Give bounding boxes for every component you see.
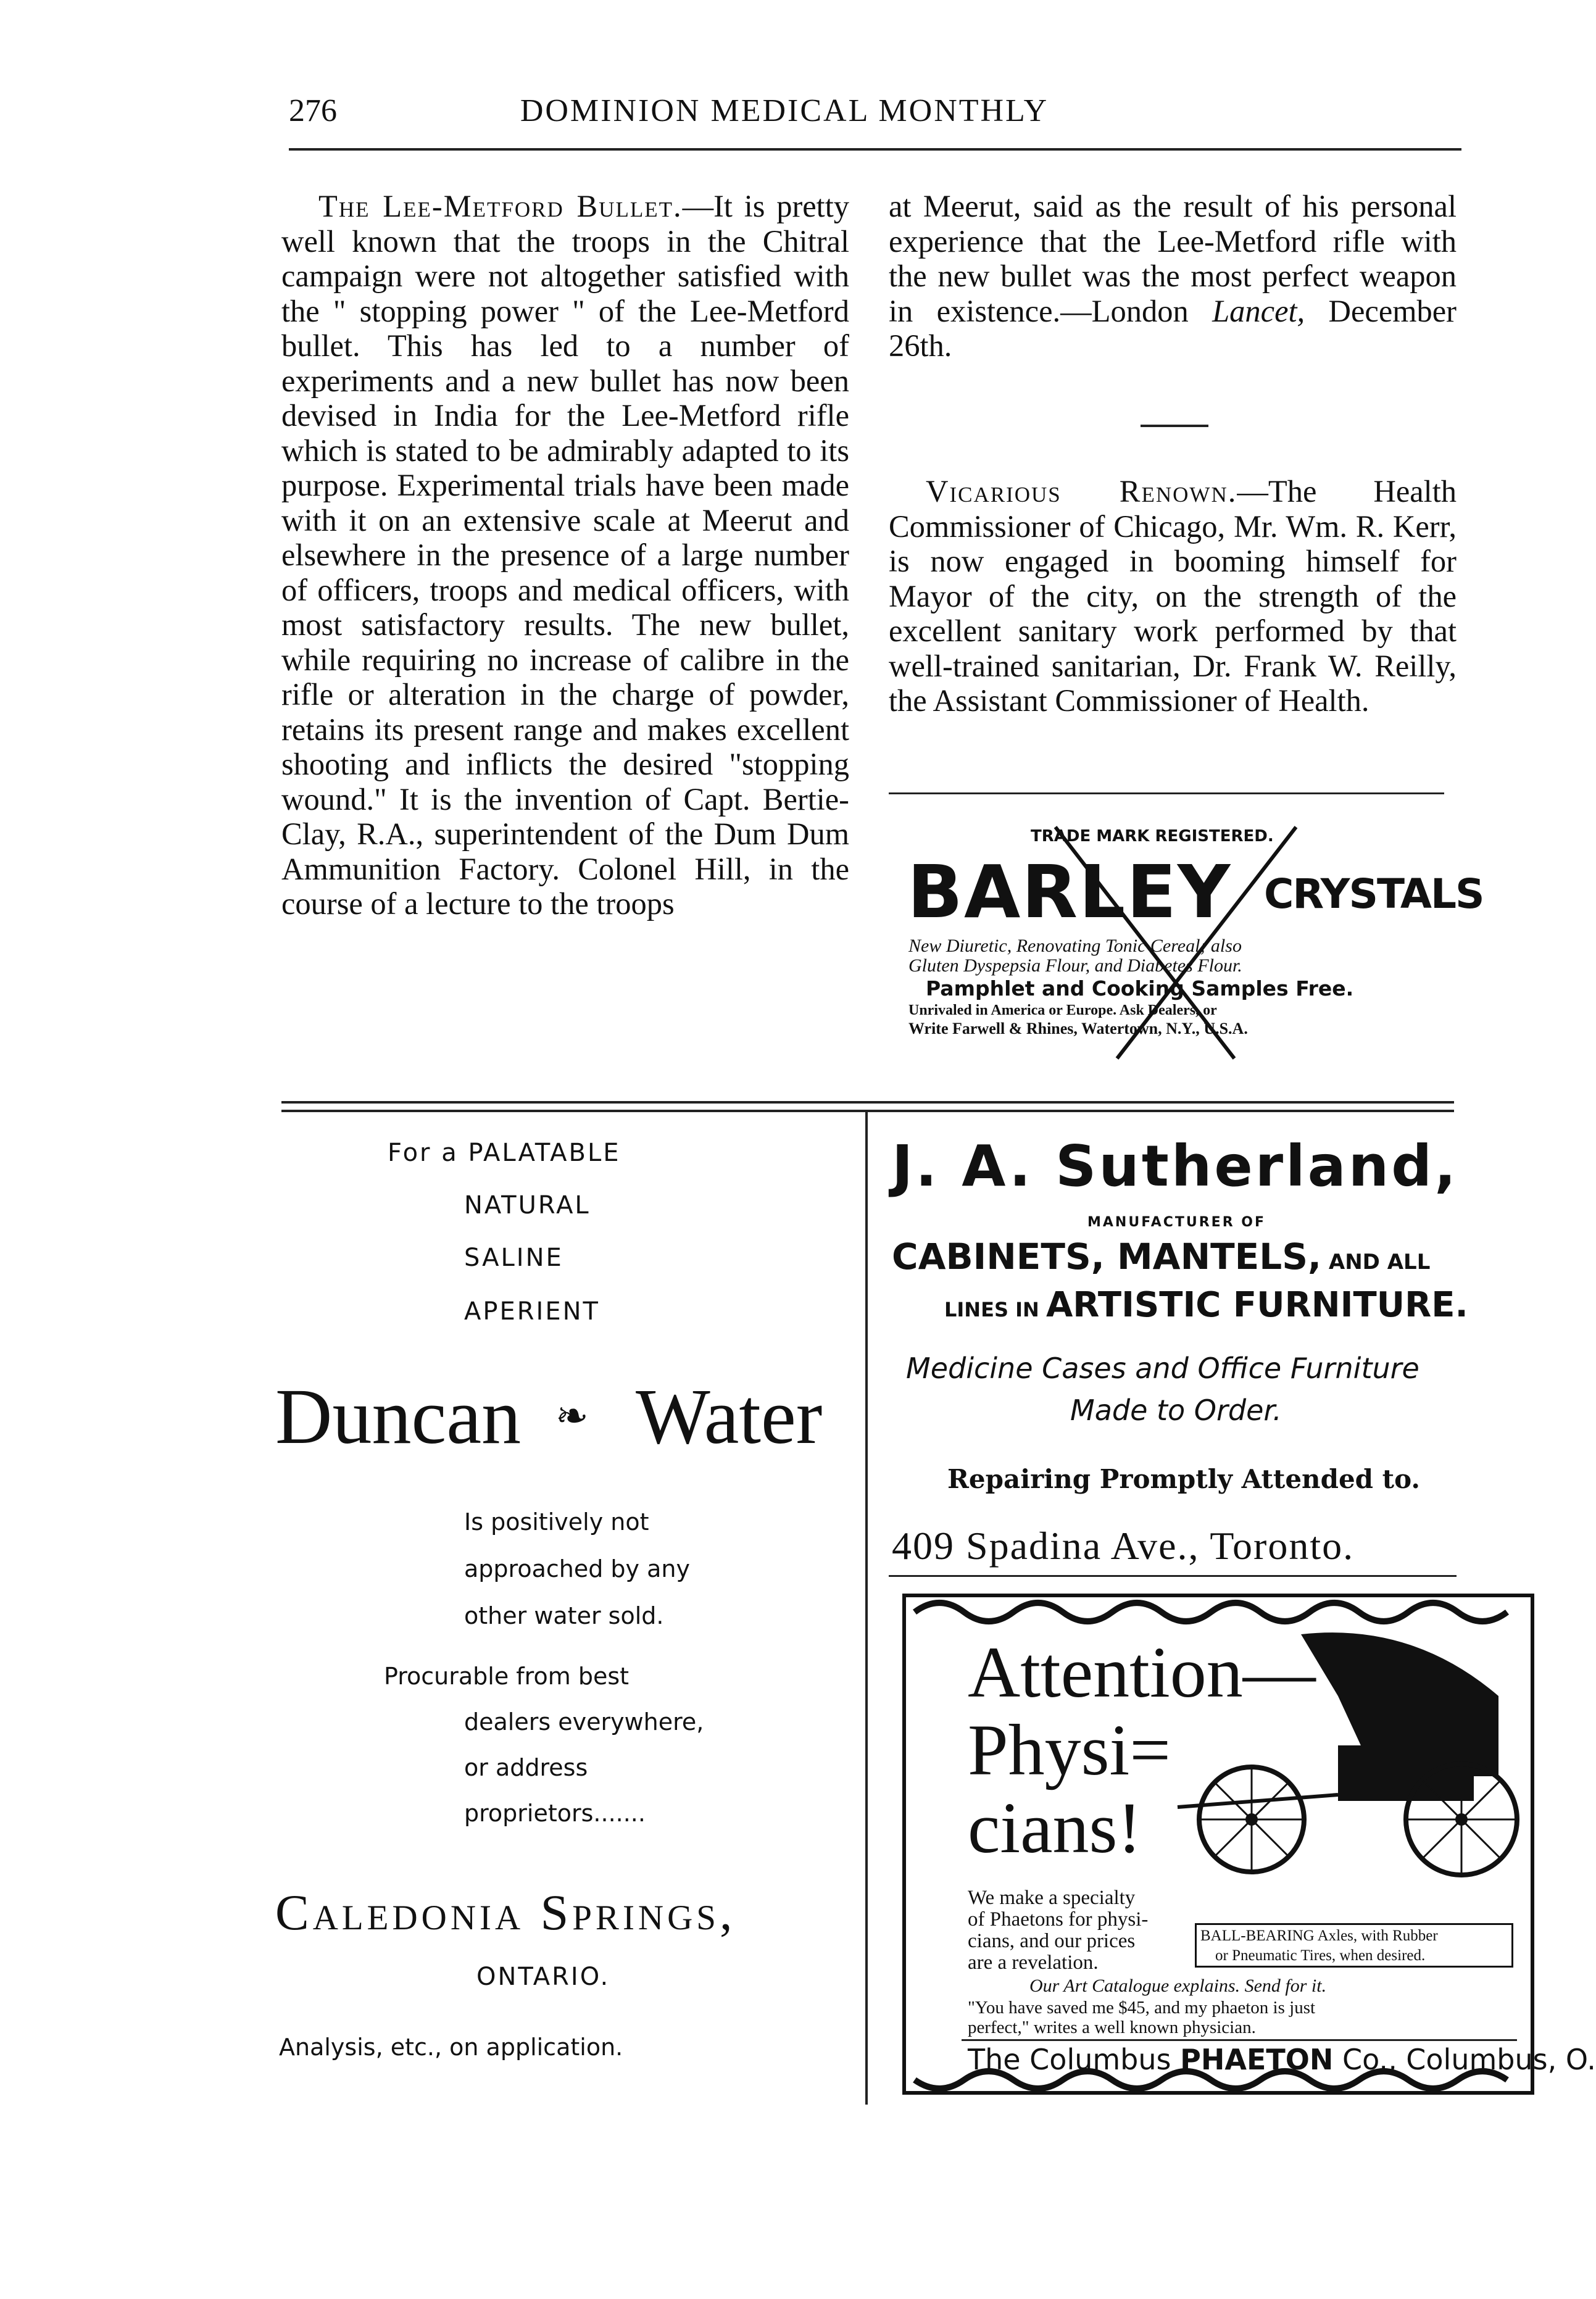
phaeton-footer-rule (962, 2039, 1517, 2041)
phaeton-title-3: cians! (968, 1787, 1142, 1868)
running-head: DOMINION MEDICAL MONTHLY (520, 93, 1049, 128)
duncan-desc-3: other water sold. (464, 1602, 664, 1629)
barley-trademark: TRADE MARK REGISTERED. (1031, 827, 1274, 846)
duncan-line-1: For a PALATABLE (388, 1139, 621, 1167)
duncan-line-2: NATURAL (464, 1191, 591, 1220)
duncan-proc-1: Procurable from best (384, 1663, 630, 1690)
barley-line-1: New Diuretic, Renovating Tonic Cereal; also (908, 936, 1242, 956)
phaeton-title-2: Physi= (968, 1710, 1171, 1790)
duncan-analysis: Analysis, etc., on application. (279, 2034, 623, 2061)
article-source-date: December 26th. (889, 293, 1457, 363)
phaeton-footer-b: PHAETON (1180, 2043, 1334, 2076)
phaeton-footer (968, 2043, 1596, 2076)
barley-crystals-ad (889, 815, 1484, 1062)
sutherland-manufacturer: MANUFACTURER OF (1087, 1215, 1266, 1230)
sutherland-name: J. A. Sutherland, (892, 1133, 1459, 1199)
sutherland-lines-in: LINES IN (944, 1298, 1046, 1321)
sutherland-cabinets: CABINETS, MANTELS, (892, 1236, 1322, 1278)
barley-top-rule (889, 792, 1444, 794)
duncan-line-3: SALINE (464, 1244, 563, 1272)
sutherland-line-2 (944, 1285, 1468, 1325)
duncan-line-4: APERIENT (464, 1297, 600, 1326)
ads-double-rule-top (281, 1101, 1454, 1104)
duncan-province: ONTARIO. (476, 1963, 610, 1991)
crystals-word: CRYSTALS (1264, 870, 1484, 918)
phaeton-ad (902, 1594, 1596, 2095)
phaeton-quote-2: perfect," writes a well known physician. (968, 2018, 1256, 2037)
phaeton-catalogue: Our Art Catalogue explains. Send for it. (1029, 1976, 1327, 1996)
article-lee-metford-continued (889, 189, 1457, 364)
sutherland-artistic: ARTISTIC FURNITURE. (1045, 1285, 1468, 1325)
duncan-title-right: Water (636, 1373, 823, 1460)
phaeton-quote-1: "You have saved me $45, and my phaeton is just (968, 1998, 1316, 2018)
ads-double-rule-bottom (281, 1110, 1454, 1112)
duncan-proc-4: proprietors....... (464, 1800, 646, 1827)
phaeton-note-2: or Pneumatic Tires, when desired. (1215, 1947, 1426, 1964)
sutherland-address: 409 Spadina Ave., Toronto. (892, 1524, 1355, 1568)
phaeton-title-1: Attention— (968, 1632, 1316, 1713)
barley-cross-mark (889, 815, 1444, 1062)
phaeton-note-box (1195, 1923, 1513, 1968)
caledonia-springs: Caledonia Springs, (275, 1884, 736, 1940)
article-lee-metford (281, 189, 849, 921)
wavy-border-icon (902, 1594, 1534, 1618)
duncan-proc-2: dealers everywhere, (464, 1708, 704, 1736)
article-continuation: at Meerut, said as the result of his personal experience that the Lee-Metford rifle with the new bullet was the most perfect weapon in existence.—London (889, 189, 1457, 328)
phaeton-body-2: of Phaetons for physi- (968, 1908, 1149, 1931)
barley-line-3: Pamphlet and Cooking Samples Free. (926, 976, 1354, 1000)
sutherland-repairing: Repairing Promptly Attended to. (947, 1464, 1420, 1494)
duncan-proc-3: or address (464, 1754, 588, 1781)
phaeton-footer-c: Co., Columbus, O. (1333, 2043, 1596, 2076)
ads-vertical-divider (865, 1111, 868, 2105)
barley-line-2: Gluten Dyspepsia Flour, and Diabetes Flour. (908, 955, 1242, 976)
article-body: —It is pretty well known that the troops in the Chitral campaign were not altogether satisfied with the " stopping power " of the Lee-Metford bullet. This has led to a number of experiments and a new bullet has now been devised in India for the Lee-Metford rifle which is stated to be admirably adapted to its purpose. Experimental trials have been made with it on an extensive scale at Meerut and elsewhere in the presence of a large number of officers, troops and medical officers, with most satisfactory results. The new bullet, while requiring no increase of calibre in the rifle or alteration in the charge of powder, retains its present range and makes excellent shooting and inflicts the desired "stopping wound." It is the invention of Capt. Bertie-Clay, R.A., superintendent of the Dum Dum Ammunition Factory. Colonel Hill, in the course of a lecture to the troops (281, 189, 849, 921)
header-rule (289, 148, 1461, 151)
phaeton-footer-a: The Columbus (968, 2043, 1181, 2076)
wavy-border-icon (902, 2072, 1534, 2097)
duncan-desc-1: Is positively not (464, 1508, 649, 1536)
barley-line-5: Write Farwell & Rhines, Watertown, N.Y., U.S.A. (908, 1020, 1248, 1037)
article-vicarious-renown (889, 474, 1457, 718)
phaeton-body-3: cians, and our prices (968, 1930, 1136, 1952)
sutherland-medicine-1: Medicine Cases and Office Furniture (906, 1352, 1419, 1385)
phaeton-body-1: We make a specialty (968, 1887, 1136, 1909)
sutherland-line-1 (892, 1236, 1430, 1278)
article-body: —The Health Commissioner of Chicago, Mr. Wm. R. Kerr, is now engaged in booming himself for Mayor of the city, on the strength of the excellent sanitary work performed by that well-trained sanitarian, Dr. Frank W. Reilly, the Assistant Commissioner of Health. (889, 474, 1457, 718)
duncan-desc-2: approached by any (464, 1555, 690, 1582)
phaeton-note-1: BALL-BEARING Axles, with Rubber (1200, 1927, 1438, 1944)
sutherland-medicine-2: Made to Order. (1070, 1394, 1282, 1427)
sutherland-and-all: AND ALL (1321, 1250, 1431, 1274)
sutherland-address-rule (889, 1575, 1457, 1577)
page-number: 276 (289, 93, 337, 128)
duncan-ornament: ❧ (555, 1394, 589, 1438)
article-separator (1141, 425, 1208, 427)
article-source: Lancet, (1212, 293, 1305, 328)
article-heading: Vicarious Renown. (926, 474, 1237, 509)
duncan-title-left: Duncan (275, 1373, 522, 1460)
barley-line-4: Unrivaled in America or Europe. Ask Dealers, or (908, 1002, 1217, 1018)
article-heading: The Lee-Metford Bullet. (318, 189, 683, 223)
phaeton-body-4: are a revelation. (968, 1952, 1099, 1974)
barley-word: BARLEY (907, 849, 1232, 934)
phaeton-carriage-icon (1178, 1622, 1523, 1881)
